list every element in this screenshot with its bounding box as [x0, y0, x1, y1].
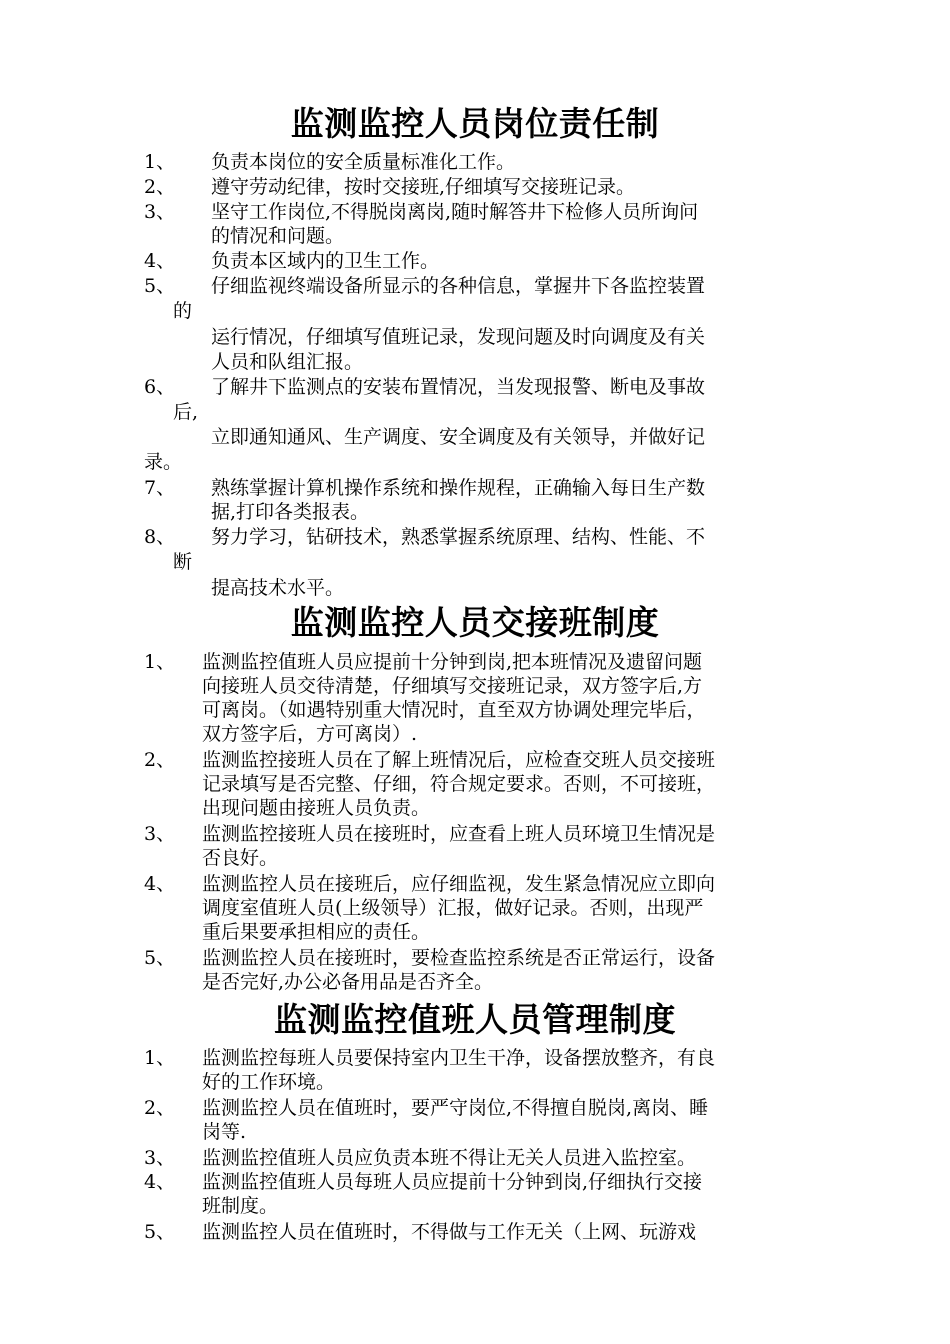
item-number: 5、: [144, 947, 176, 969]
item-number: 2、: [144, 1097, 176, 1119]
item-number: 3、: [144, 201, 176, 223]
item-number: 3、: [144, 1147, 176, 1169]
item-text: 记录填写是否完整、仔细，符合规定要求。否则，不可接班，: [202, 773, 716, 795]
item-number: 7、: [144, 477, 176, 499]
item-text: 了解井下监测点的安装布置情况，当发现报警、断电及事故: [211, 376, 706, 398]
item-text: 双方签字后，方可离岗）.: [202, 723, 418, 745]
item-text: 提高技术水平。: [211, 577, 345, 599]
item-text: 监测监控人员在接班时，要检查监控系统是否正常运行，设备: [202, 947, 716, 969]
item-text: 出现问题由接班人员负责。: [202, 797, 431, 819]
item-text: 努力学习，钻研技术，熟悉掌握系统原理、结构、性能、不: [211, 526, 706, 548]
item-text: 熟练掌握计算机操作系统和操作规程，正确输入每日生产数: [211, 477, 706, 499]
item-text: 监测监控值班人员应提前十分钟到岗,把本班情况及遗留问题: [202, 651, 703, 673]
item-number: 2、: [144, 749, 176, 771]
item-text: 录。: [144, 451, 183, 473]
item-number: 4、: [144, 873, 176, 895]
item-text: 监测监控每班人员要保持室内卫生干净，设备摆放整齐，有良: [202, 1047, 716, 1069]
item-text: 是否完好,办公必备用品是否齐全。: [202, 971, 494, 993]
item-number: 3、: [144, 823, 176, 845]
item-text: 调度室值班人员(上级领导）汇报，做好记录。否则，出现严: [202, 897, 704, 919]
item-number: 4、: [144, 250, 176, 272]
item-text: 班制度。: [202, 1195, 279, 1217]
item-text: 岗等.: [202, 1121, 247, 1143]
item-text: 否良好。: [202, 847, 279, 869]
item-text: 立即通知通风、生产调度、安全调度及有关领导，并做好记: [211, 426, 706, 448]
section-title-handover: 监测监控人员交接班制度: [290, 603, 660, 642]
item-text: 后,: [173, 401, 199, 423]
item-number: 1、: [144, 1047, 176, 1069]
item-number: 5、: [144, 1221, 176, 1243]
item-text: 监测监控人员在值班时，要严守岗位,不得擅自脱岗,离岗、睡: [202, 1097, 709, 1119]
item-text: 运行情况，仔细填写值班记录，发现问题及时向调度及有关: [211, 326, 706, 348]
item-text: 负责本区域内的卫生工作。: [211, 250, 440, 272]
item-text: 仔细监视终端设备所显示的各种信息，掌握井下各监控装置: [211, 275, 706, 297]
item-number: 1、: [144, 651, 176, 673]
item-text: 监测监控接班人员在接班时，应查看上班人员环境卫生情况是: [202, 823, 716, 845]
item-text: 可离岗。（如遇特别重大情况时，直至双方协调处理完毕后，: [202, 699, 706, 721]
item-text: 坚守工作岗位,不得脱岗离岗,随时解答井下检修人员所询问: [211, 201, 699, 223]
item-text: 据,打印各类报表。: [211, 501, 370, 523]
item-text: 监测监控人员在值班时，不得做与工作无关（上网、玩游戏: [202, 1221, 697, 1243]
item-text: 监测监控值班人员每班人员应提前十分钟到岗,仔细执行交接: [202, 1171, 703, 1193]
item-number: 2、: [144, 176, 176, 198]
section-title-management: 监测监控值班人员管理制度: [274, 1000, 676, 1039]
item-number: 6、: [144, 376, 176, 398]
item-text: 向接班人员交待清楚，仔细填写交接班记录，双方签字后,方: [202, 675, 703, 697]
item-text: 断: [173, 551, 193, 573]
item-text: 的情况和问题。: [211, 225, 345, 247]
item-text: 重后果要承担相应的责任。: [202, 921, 431, 943]
item-number: 5、: [144, 275, 176, 297]
item-text: 监测监控接班人员在了解上班情况后，应检查交班人员交接班: [202, 749, 716, 771]
item-text: 监测监控值班人员应负责本班不得让无关人员进入监控室。: [202, 1147, 697, 1169]
item-text: 负责本岗位的安全质量标准化工作。: [211, 151, 516, 173]
section-title-responsibility: 监测监控人员岗位责任制: [290, 104, 660, 143]
item-text: 的: [173, 300, 193, 322]
item-text: 人员和队组汇报。: [211, 351, 364, 373]
item-number: 1、: [144, 151, 176, 173]
item-text: 好的工作环境。: [202, 1071, 336, 1093]
item-text: 监测监控人员在接班后，应仔细监视，发生紧急情况应立即向: [202, 873, 716, 895]
item-number: 4、: [144, 1171, 176, 1193]
item-text: 遵守劳动纪律，按时交接班,仔细填写交接班记录。: [211, 176, 636, 198]
item-number: 8、: [144, 526, 176, 548]
